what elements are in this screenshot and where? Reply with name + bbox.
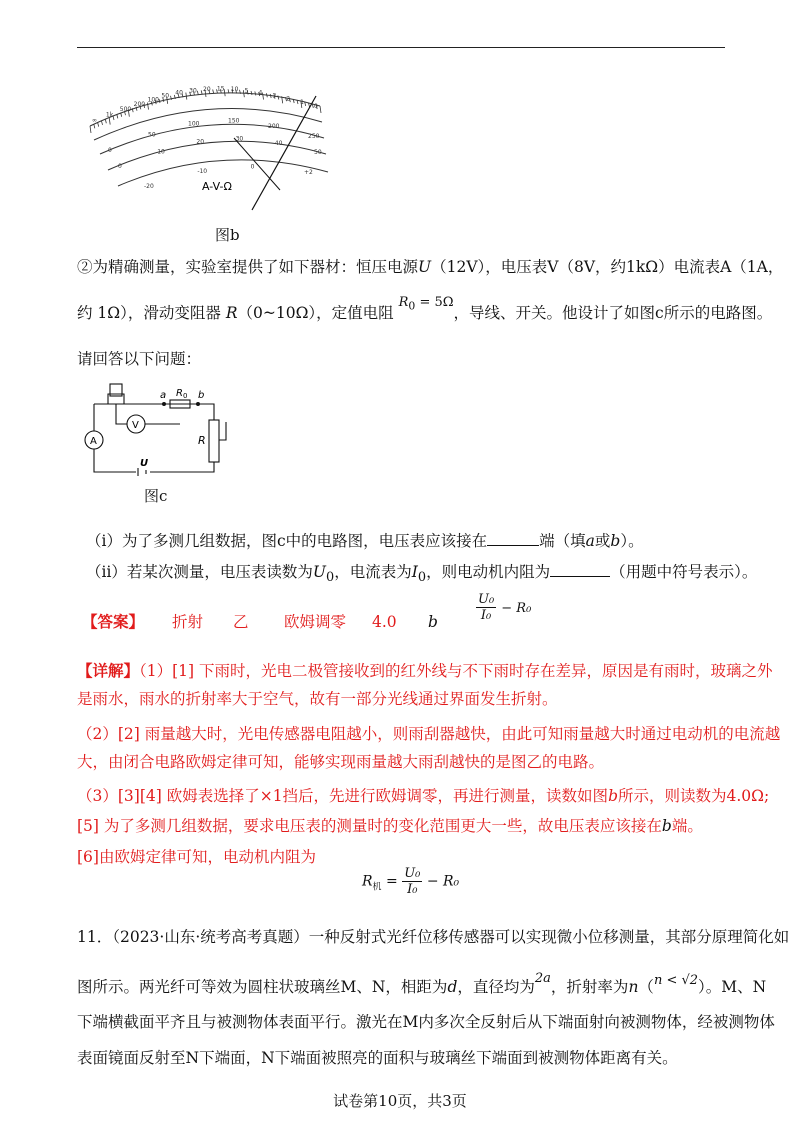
- figure-b-caption: 图b: [215, 226, 240, 244]
- dial-number-top: 40: [175, 89, 183, 97]
- multimeter-dial-figure: [84, 78, 344, 238]
- question-i: （ⅰ）为了多测几组数据，图c中的电路图，电压表应该接在 端（填a或b）。: [86, 532, 644, 550]
- voltmeter-label: V: [132, 420, 139, 431]
- dial-label: A-V-Ω: [202, 180, 232, 193]
- dial-number-low: 30: [235, 135, 244, 143]
- detail-line-4: 大，由闭合电路欧姆定律可知，能够实现雨量越大雨刮越快的是图乙的电路。: [77, 753, 605, 771]
- node-a: [162, 402, 166, 406]
- dial-tick: [186, 93, 187, 100]
- para2-line2: 约 1Ω），滑动变阻器 R（0~10Ω），定值电阻 $^{R_0 = 5\Omega}$，导线、开关。他设计了如图c所示的电路图。: [77, 295, 773, 322]
- label-r: R: [198, 434, 206, 447]
- dial-tick: [320, 106, 321, 113]
- wire-top: [94, 404, 214, 420]
- dial-number-low: 10: [157, 148, 165, 156]
- dial-arc-4: [108, 141, 326, 170]
- circuit-figure: [80, 382, 250, 482]
- detail-formula: $R_机$ = $\frac{\text{U₀}}{\text{I₀}}$ − R₀: [362, 866, 460, 897]
- dial-number-low: 40: [274, 140, 283, 148]
- dial-number-top: 15: [216, 85, 225, 93]
- rheostat-body: [209, 420, 219, 462]
- dial-number-top: 500: [119, 106, 132, 114]
- answer-formula: $\frac{\text{U₀}}{\text{I₀}}$ − R₀: [478, 592, 532, 623]
- dial-tick: [255, 91, 256, 95]
- dial-number-top: 5: [244, 87, 249, 95]
- dial-number-bottom: -10: [197, 167, 208, 175]
- dial-tick: [94, 124, 95, 128]
- dial-tick: [278, 96, 279, 100]
- answer-label: 【答案】: [82, 612, 145, 631]
- question-ii: （ⅱ）若某次测量，电压表读数为$U_0$，电流表为$I_0$，则电动机内阻为 （用题中符号表示）。: [86, 563, 758, 586]
- figure-c-caption: 图c: [144, 487, 168, 505]
- dial-number-top: 1k: [105, 111, 114, 119]
- dial-tick: [270, 94, 271, 98]
- dial-number-top: 2: [286, 95, 291, 103]
- dial-number-top: 20: [203, 86, 211, 93]
- dial-number-top: 10: [230, 86, 239, 94]
- dial-tick: [251, 91, 252, 95]
- dial-number-top: 100: [147, 96, 159, 104]
- r0-value: R0 = 5Ω: [398, 295, 454, 313]
- page-footer: 试卷第10页，共3页: [333, 1092, 467, 1110]
- dial-number-top: 30: [189, 87, 197, 95]
- detail-line-6: [5] 为了多测几组数据，要求电压表的测量时的变化范围更大一些，故电压表应该接在b端。: [77, 817, 703, 835]
- dial-number-bottom: +2: [304, 169, 313, 176]
- dial-number-top: 200: [133, 101, 146, 109]
- dial-number-low: 50: [314, 149, 322, 156]
- dial-number-top: 1: [300, 99, 304, 107]
- prompt-text: 请回答以下问题：: [77, 350, 202, 368]
- q11-line-3: 下端横截面平齐且与被测物体表面平行。激光在M内多次全反射后从下端面射向被测物体，经被测物体: [77, 1013, 775, 1031]
- answer-item-3: 欧姆调零: [284, 613, 347, 631]
- para2-line1: ②为精确测量，实验室提供了如下器材：恒压电源U（12V），电压表V（8V，约1kΩ）电流表A（1A，: [77, 258, 784, 276]
- detail-line-3: （2）[2] 雨量越大时，光电传感器电阻越小，则雨刮器越快，由此可知雨量越大时通过电动机的电流越: [77, 725, 781, 743]
- dial-needle-2: [234, 135, 280, 190]
- dial-numbers: [92, 86, 322, 190]
- detail-line-1: 【详解】（1）[1] 下雨时，光电二极管接收到的红外线与不下雨时存在差异，原因是有雨时，玻璃之外: [77, 661, 773, 680]
- detail-line-7: [6]由欧姆定律可知，电动机内阻为: [77, 848, 316, 866]
- answer-item-5: b: [428, 613, 438, 631]
- answer-item-1: 折射: [172, 613, 204, 631]
- dial-number-top: 3: [272, 92, 277, 100]
- detail-line-2: 是雨水，雨水的折射率大于空气，故有一部分光线通过界面发生折射。: [77, 690, 558, 708]
- dial-number-mid: 100: [188, 120, 200, 128]
- rheostat-slider: [219, 422, 226, 440]
- q11-line-4: 表面镜面反射至N下端面，N下端面被照亮的面积与玻璃丝下端面到被测物体距离有关。: [77, 1049, 678, 1067]
- wire-right-bottom: [150, 462, 214, 472]
- detail-line-5: （3）[3][4] 欧姆表选择了×1挡后，先进行欧姆调零，再进行测量，读数如图b所示，则读数为4.0Ω;: [77, 787, 770, 805]
- label-r0-sub: 0: [183, 392, 188, 400]
- dial-tick: [105, 119, 106, 123]
- dial-tick: [102, 121, 103, 125]
- dial-tick: [90, 126, 91, 133]
- dial-tick: [263, 93, 264, 100]
- answer-item-4: 4.0: [372, 613, 397, 631]
- dial-tick: [117, 114, 118, 118]
- header-rule: [77, 47, 725, 48]
- dial-tick: [213, 89, 214, 93]
- dial-tick: [98, 123, 99, 127]
- q11-line-2: 图所示。两光纤可等效为圆柱状玻璃丝M、N，相距为d，直径均为$^{2a}$，折射率为n（$^{n < √2}$）。M、N: [77, 971, 767, 996]
- ammeter-label: A: [90, 436, 97, 447]
- dial-number-mid: 0: [108, 147, 112, 154]
- dial-tick: [109, 118, 110, 125]
- dial-number-top: 0: [314, 103, 318, 110]
- dial-number-low: 20: [196, 138, 205, 146]
- dial-number-mid: 200: [268, 122, 280, 130]
- voltmeter-wire-left: [116, 404, 126, 424]
- dial-arc-3: [100, 124, 324, 154]
- dial-number-mid: 150: [228, 117, 240, 125]
- label-u: U: [140, 458, 149, 469]
- dial-number-bottom: -20: [144, 183, 154, 190]
- q11-line-1: 11．（2023·山东·统考高考真题）一种反射式光纤位移传感器可以实现微小位移测量，其部分原理简化如: [77, 928, 790, 946]
- dial-tick: [266, 93, 267, 97]
- answer-blank-ii[interactable]: [550, 562, 610, 577]
- dial-tick: [159, 99, 160, 103]
- dial-number-top: 4: [258, 89, 263, 97]
- dial-number-low: 0: [118, 163, 122, 170]
- node-b: [196, 402, 200, 406]
- dial-number-mid: 250: [308, 133, 320, 140]
- dial-number-top: ∞: [92, 117, 97, 124]
- dial-tick: [121, 113, 122, 117]
- dial-arc-2: [94, 109, 322, 140]
- label-r0: R: [176, 388, 183, 399]
- label-a: a: [160, 390, 167, 401]
- answer-item-2: 乙: [233, 613, 249, 631]
- dial-number-bottom: 0: [250, 163, 255, 171]
- dial-number-mid: 50: [148, 131, 156, 139]
- label-b: b: [198, 390, 205, 401]
- dial-number-top: 50: [161, 92, 170, 100]
- answer-blank-i[interactable]: [487, 531, 539, 546]
